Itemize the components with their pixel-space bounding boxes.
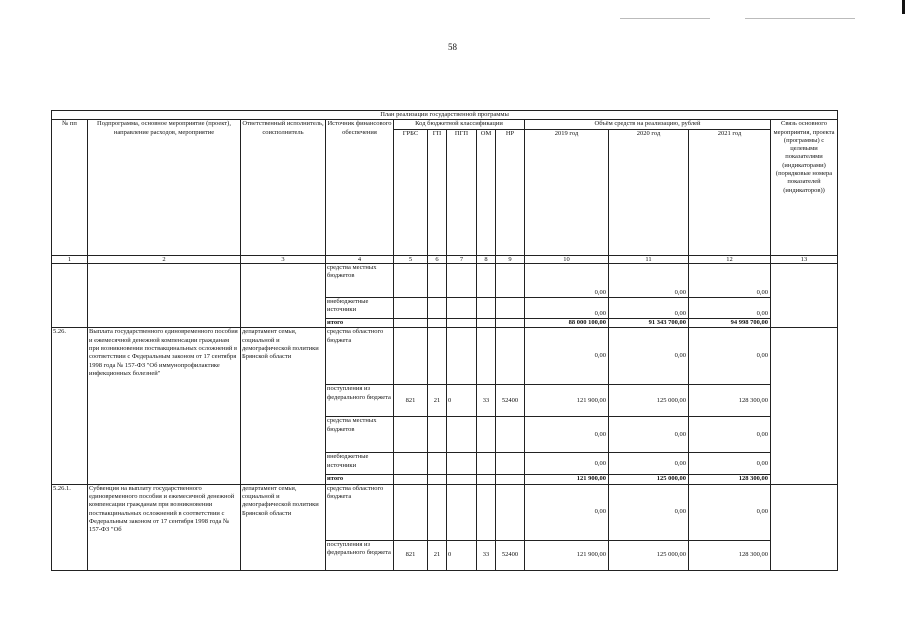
cell-2020: 0,00: [609, 298, 689, 319]
cell-2020: 125 000,00: [609, 540, 689, 570]
table-title: План реализации государственной программы: [52, 111, 838, 120]
cell-2021: 128 300,00: [689, 475, 771, 484]
header-volume: Объём средств на реализацию, рублей: [525, 120, 771, 129]
header-gp: ГП: [428, 129, 447, 255]
cell-om: 33: [477, 540, 496, 570]
cell-responsible: [241, 264, 326, 328]
header-kbk: Код бюджетной классификации: [394, 120, 525, 129]
cell-gp: 21: [428, 540, 447, 570]
header-responsible: Ответственный исполнитель, соисполнитель: [241, 120, 326, 255]
cell-source: поступления из федерального бюджета: [326, 385, 394, 417]
cell-2020: 125 000,00: [609, 385, 689, 417]
col-number: 2: [88, 255, 241, 264]
cell-np: 52400: [496, 540, 525, 570]
table-title-row: [52, 111, 838, 120]
cell-name: Выплата государственного единовременного пособия и ежемесячной денежной компенсации гражданам при возникновении поствакцинальных осложнений в соответствии с Федеральным законом от 17 сентября 1998 года № 157-ФЗ "Об иммунопрофилактике инфекционных болезней": [88, 328, 241, 484]
cell-2021: 0,00: [689, 328, 771, 385]
cell-2019: 0,00: [525, 328, 609, 385]
cell-2021: 0,00: [689, 264, 771, 298]
col-number: 3: [241, 255, 326, 264]
cell-2019: 0,00: [525, 453, 609, 475]
cell-source: средства областного бюджета: [326, 484, 394, 540]
cell-2020: 125 000,00: [609, 475, 689, 484]
cell-grbs: 821: [394, 540, 428, 570]
cell-pgp: 0: [447, 540, 477, 570]
header-np: НР: [496, 129, 525, 255]
cell-link: [771, 484, 838, 570]
cell-2019: 121 900,00: [525, 540, 609, 570]
cell-2020: 0,00: [609, 328, 689, 385]
cell-2021: 128 300,00: [689, 385, 771, 417]
table-row: [52, 264, 838, 298]
cell-np: 52400: [496, 385, 525, 417]
cell-source: внебюджетные источники: [326, 453, 394, 475]
cell-link: [771, 264, 838, 328]
cell-num: 5.26.: [52, 328, 88, 484]
header-om: ОМ: [477, 129, 496, 255]
page-number: 58: [448, 42, 457, 52]
col-number: 10: [525, 255, 609, 264]
cell-2020: 0,00: [609, 453, 689, 475]
cell-2021: 128 300,00: [689, 540, 771, 570]
col-number: 13: [771, 255, 838, 264]
cell-2019: 121 900,00: [525, 475, 609, 484]
col-number: 7: [447, 255, 477, 264]
cell-2020: 0,00: [609, 484, 689, 540]
cell-name: Субвенция на выплату государственного единовременного пособия и ежемесячной денежной компенсации гражданам при возникновении поствакцинальных осложнений в соответствии с Федеральным законом от 17 сентября 1998 года № 157-ФЗ "Об: [88, 484, 241, 570]
header-2019: 2019 год: [525, 129, 609, 255]
cell-responsible: департамент семьи, социальной и демографической политики Брянской области: [241, 328, 326, 484]
cell-2021: 0,00: [689, 453, 771, 475]
table-row: [52, 484, 838, 540]
col-number: 11: [609, 255, 689, 264]
header-2021: 2021 год: [689, 129, 771, 255]
col-number: 1: [52, 255, 88, 264]
scan-noise-line: [620, 18, 710, 19]
col-number: 6: [428, 255, 447, 264]
cell-2019: 121 900,00: [525, 385, 609, 417]
cell-2019: 0,00: [525, 264, 609, 298]
plan-table: [51, 110, 838, 571]
cell-2021: 0,00: [689, 484, 771, 540]
cell-2020: 0,00: [609, 264, 689, 298]
cell-pgp: 0: [447, 385, 477, 417]
cell-name: [88, 264, 241, 328]
cell-responsible: департамент семьи, социальной и демографической политики Брянской области: [241, 484, 326, 570]
column-numbers-row: [52, 255, 838, 264]
cell-2019: 0,00: [525, 484, 609, 540]
cell-grbs: 821: [394, 385, 428, 417]
cell-source: поступления из федерального бюджета: [326, 540, 394, 570]
header-pgp: ПГП: [447, 129, 477, 255]
header-num: № пп: [52, 120, 88, 255]
header-link: Связь основного мероприятия, проекта (программы) с целевыми показателями (индикаторами) (порядковые номера показателей (индикаторов)): [771, 120, 838, 255]
header-grbs: ГРБС: [394, 129, 428, 255]
col-number: 9: [496, 255, 525, 264]
cell-2021: 0,00: [689, 417, 771, 453]
col-number: 12: [689, 255, 771, 264]
col-number: 5: [394, 255, 428, 264]
scan-noise-line: [745, 18, 855, 19]
cell-2021: 0,00: [689, 298, 771, 319]
header-name: Подпрограмма, основное мероприятие (проект), направление расходов, мероприятие: [88, 120, 241, 255]
cell-2020: 0,00: [609, 417, 689, 453]
cell-2019: 0,00: [525, 298, 609, 319]
cell-num: [52, 264, 88, 328]
cell-source: средства областного бюджета: [326, 328, 394, 385]
header-source: Источник финансового обеспечения: [326, 120, 394, 255]
table-row: [52, 328, 838, 385]
cell-source: внебюджетные источники: [326, 298, 394, 319]
cell-2019: 88 000 100,00: [525, 319, 609, 328]
cell-source: средства местных бюджетов: [326, 264, 394, 298]
cell-om: 33: [477, 385, 496, 417]
cell-source: средства местных бюджетов: [326, 417, 394, 453]
header-2020: 2020 год: [609, 129, 689, 255]
cell-gp: 21: [428, 385, 447, 417]
col-number: 8: [477, 255, 496, 264]
cell-source: итого: [326, 475, 394, 484]
cell-link: [771, 328, 838, 484]
cell-2019: 0,00: [525, 417, 609, 453]
cell-source: итого: [326, 319, 394, 328]
col-number: 4: [326, 255, 394, 264]
cell-2021: 94 998 700,00: [689, 319, 771, 328]
cell-num: 5.26.1.: [52, 484, 88, 570]
header-row: [52, 120, 838, 129]
cell-2020: 91 343 700,00: [609, 319, 689, 328]
